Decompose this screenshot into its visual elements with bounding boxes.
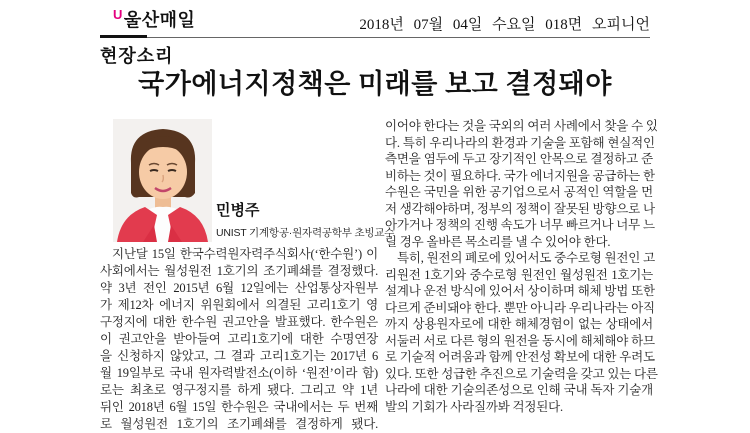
body-text-line: 로 기술적 어려움과 함께 안전성 확보에 대한 우려도 (385, 350, 655, 364)
date-line: 2018년 07월 04일 수요일 018면 오피니언 (359, 17, 650, 33)
body-text-line: 을 신청하지 않았고, 그 결과 고리1호기는 2017년 6 (100, 349, 378, 363)
author-affiliation: UNIST 기계항공·원자력공학부 초빙교수 (216, 227, 395, 239)
body-text-line: 약 3년 전인 2015년 6월 12일에는 산업통상자원부 (100, 281, 378, 295)
body-text-line: 까지 상용원자로에 대한 해체경험이 없는 상태에서 (385, 317, 653, 331)
article-title: 국가에너지정책은 미래를 보고 결정돼야 (138, 69, 612, 99)
body-text-line: 저 생각해야하며, 정부의 정책이 잘못된 방향으로 나 (385, 201, 655, 216)
body-text-line: 이어야 한다는 것을 국외의 여러 사례에서 찾을 수 있 (385, 119, 658, 133)
body-text-line: 로 월성원전 1호기의 조기폐쇄를 결정하게 됐다. (100, 417, 378, 431)
body-text-line: 서둘러 서로 다른 형의 원전을 동시에 해체해야 하므 (385, 333, 655, 348)
body-column-left (100, 246, 378, 433)
body-text-line: 구정지에 대한 한수원 권고안을 발표했다. 한수원은 (100, 315, 378, 329)
section-rule (100, 37, 650, 38)
body-text-line: 설계나 운전 방식에 있어서 상이하며 해체 방법 또한 (385, 284, 655, 298)
section-label: 현장소리 (100, 46, 174, 66)
body-text-line: 이 권고안을 받아들여 고리1호기에 대한 수명연장 (100, 332, 378, 346)
body-text-line: 뒤인 2018년 6월 15일 한수원은 국내에서는 두 번째 (100, 400, 378, 414)
body-text-line: 측면을 염두에 두고 장기적인 안목으로 결정하고 준 (385, 152, 653, 166)
author-block (113, 119, 395, 242)
body-text-line: 사회에서는 월성원전 1호기의 조기폐쇄를 결정했다. (100, 264, 378, 278)
body-text-line: 지난달 15일 한국수력원자력주식회사(‘한수원’) 이 (112, 247, 378, 261)
body-text-line: 비하는 것이 필요하다. 국가 에너지원을 공급하는 한 (385, 168, 655, 183)
body-text-line: 특히, 원전의 폐로에 있어서도 중수로형 원전인 고 (397, 251, 655, 265)
author-photo (113, 119, 212, 242)
logo-u-mark: U (113, 7, 123, 22)
body-text-line: 다. 특히 우리나라의 환경과 기술을 포함해 현실적인 (385, 135, 655, 150)
body-text-line: 아가거나 정책의 진행 속도가 너무 빠르거나 너무 느 (385, 218, 655, 232)
author-info (216, 199, 395, 240)
body-text-line: 릴 경우 올바른 목소리를 낼 수 있어야 한다. (385, 234, 611, 249)
body-text-line: 월 19일부로 국내 원자력발전소(이하 ‘원전’이라 함) (100, 366, 378, 380)
body-text-line: 발의 기회가 사라질까봐 걱정된다. (385, 399, 563, 414)
body-text-line: 있다. 또한 성급한 추진으로 기술력을 갖고 있는 다른 (385, 366, 658, 381)
body-text-line: 나라에 대한 기술의존성으로 인해 국내 독자 기술개 (385, 383, 653, 397)
author-name: 민병주 (216, 202, 260, 219)
body-text-line: 로는 최초로 영구정지를 하게 됐다. 그리고 약 1년 (100, 383, 378, 397)
body-column-right (385, 118, 658, 415)
logo-text: 울산매일 (123, 10, 196, 30)
body-text-line: 수원은 국민을 위한 공기업으로서 공적인 역할을 먼 (385, 185, 653, 199)
body-text-line: 다르게 준비돼야 한다. 뿐만 아니라 우리나라는 아직 (385, 300, 655, 315)
body-text-line: 리원전 1호기와 중수로형 원전인 월성원전 1호기는 (385, 267, 653, 282)
body-text-line: 가 제12차 에너지 위원회에서 의결된 고리1호기 영 (100, 298, 378, 312)
section-rule-accent (100, 35, 147, 38)
